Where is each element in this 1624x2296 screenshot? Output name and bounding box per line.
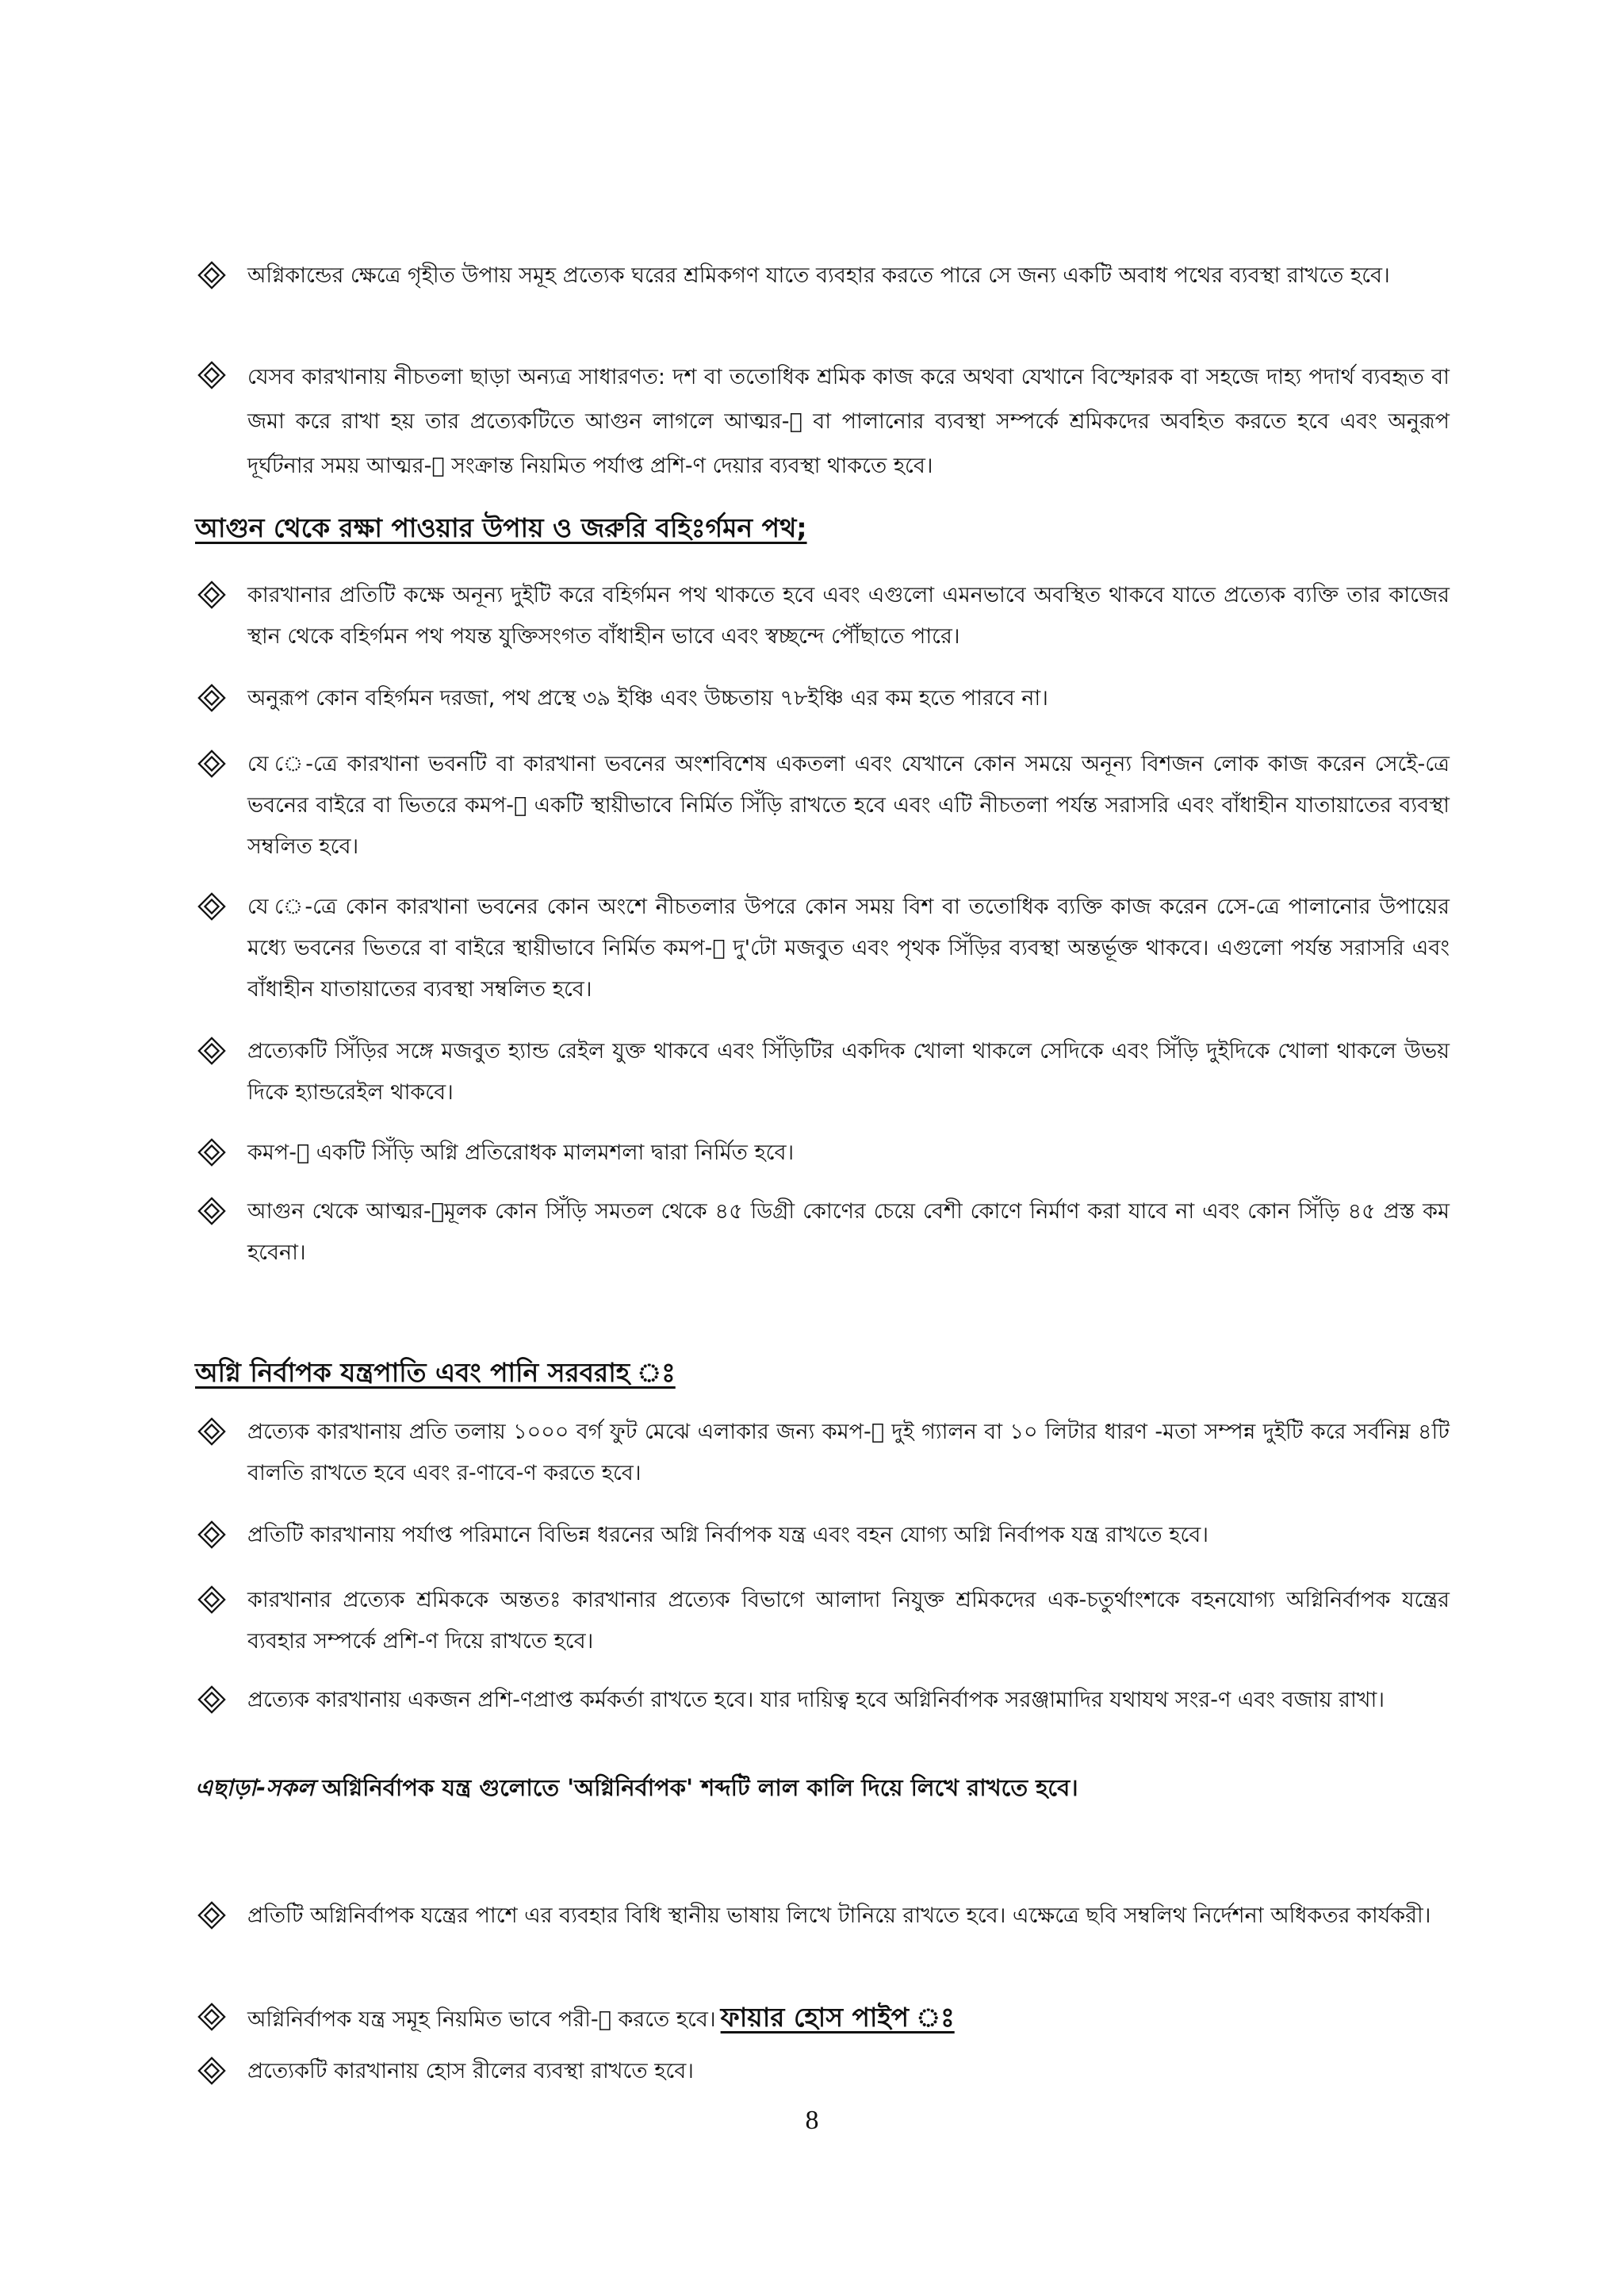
list-item-text: প্রত্যেক কারখানায় একজন প্রশি‑ণপ্রাপ্ত কর্মকর্তা রাখতে হবে। যার দায়িত্ব হবে অগ্নিনির্বাপক সরঞ্জামাদির যথাযথ সংর‑ণ এবং বজায় রাখা। (247, 1688, 1385, 1712)
list-item-text: যে ে‑ত্রে কারখানা ভবনটি বা কারখানা ভবনের অংশবিশেষ একতলা এবং যেখানে কোন সময়ে অনূন্য বিশজন লোক কাজ করেন সেইে‑ত্রে ভবনের বাইরে বা ভিতরে কমপ‑ে একটি স্থায়ীভাবে নির্মিত সিঁড়ি রাখতে হবে এবং এটি নীচতলা পর্যন্ত সরাসরি এবং বাঁধাহীন যাতায়াতের ব্যবস্থা সম্বলিত হবে। (247, 752, 1450, 859)
list-item (197, 1412, 1450, 1494)
list-item (197, 678, 1450, 719)
list-item (197, 2051, 1450, 2092)
list-item-text: আগুন থেকে আত্মর‑ামূলক কোন সিঁড়ি সমতল থেকে ৪৫ ডিগ্রী কোণের চেয়ে বেশী কোণে নির্মাণ করা যাবে না এবং কোন সিঁড়ি ৪৫ প্রস্ত কম হবেনা। (247, 1199, 1450, 1265)
diamond-bullet-icon (197, 683, 227, 713)
list-item (197, 1031, 1450, 1114)
list-item-text: যেসব কারখানায় নীচতলা ছাড়া অন্যত্র সাধারণত: দশ বা ততোধিক শ্রমিক কাজ করে অথবা যেখানে বিস্ফোরক বা সহজে দাহ্য পদার্থ ব্যবহৃত বা জমা করে রাখা হয় তার প্রত্যেকটিতে আগুন লাগলে আত্মর‑া বা পালানোর ব্যবস্থা সম্পর্কে শ্রমিকদের অবহিত করতে হবে এবং অনুরূপ দূর্ঘটনার সময় আত্মর‑া সংক্রান্ত নিয়মিত পর্যাপ্ত প্রশি‑ণ দেয়ার ব্যবস্থা থাকতে হবে। (247, 365, 1450, 478)
list-item (197, 255, 1450, 297)
list-item-text: অগ্নিকান্ডের ক্ষেত্রে গৃহীত উপায় সমূহ প্রত্যেক ঘরের শ্রমিকগণ যাতে ব্যবহার করতে পারে সে জন্য একটি অবাধ পথের ব্যবস্থা রাখতে হবে। (247, 263, 1390, 288)
diamond-bullet-icon (197, 1196, 227, 1226)
list-item (197, 355, 1450, 489)
list-item (197, 575, 1450, 657)
list-item-text: প্রত্যেক কারখানায় প্রতি তলায় ১০০০ বর্গ ফুট মেঝে এলাকার জন্য কমপ‑ে দুই গ্যালন বা ১০ লিটার ধারণ ‑মতা সম্পন্ন দুইটি করে সর্বনিম্ন ৪টি বালতি রাখতে হবে এবং র‑ণাবে‑ণ করতে হবে। (247, 1420, 1450, 1485)
diamond-bullet-icon (197, 891, 227, 922)
list-item (197, 1680, 1450, 1721)
list-item (197, 1191, 1450, 1274)
section-heading: অগ্নি নির্বাপক যন্ত্রপাতি এবং পানি সরবরাহ ঃ (195, 1357, 676, 1388)
list-item (197, 744, 1450, 868)
diamond-bullet-icon (197, 360, 227, 390)
fire-hose-pipe-heading: ফায়ার হোস পাইপ ঃ (720, 2002, 955, 2033)
list-item-text: কারখানার প্রতিটি কক্ষে অনূন্য দুইটি করে বহির্গমন পথ থাকতে হবে এবং এগুলো এমনভাবে অবস্থিত থাকবে যাতে প্রত্যেক ব্যক্তি তার কাজের স্থান থেকে বহির্গমন পথ পযন্ত যুক্তিসংগত বাঁধাহীন ভাবে এবং স্বচ্ছন্দে পৌঁছাতে পারে। (247, 583, 1450, 649)
list-item (197, 1133, 1450, 1174)
diamond-bullet-icon (197, 1416, 227, 1447)
list-item (197, 1580, 1450, 1662)
list-item-text: কমপ‑ে একটি সিঁড়ি অগ্নি প্রতিরোধক মালমশলা দ্বারা নির্মিত হবে। (247, 1140, 795, 1165)
list-item-text (247, 1997, 1450, 2041)
red-ink-note (195, 1770, 1078, 1809)
list-item (197, 1997, 1450, 2041)
list-item-text: যে ে‑ত্রে কোন কারখানা ভবনের কোন অংশে নীচতলার উপরে কোন সময় বিশ বা ততোধিক ব্যক্তি কাজ করেন সেে‑ত্রে পালানোর উপায়ের মধ্যে ভবনের ভিতরে বা বাইরে স্থায়ীভাবে নির্মিত কমপ‑ে দু'টো মজবুত এবং পৃথক সিঁড়ির ব্যবস্থা অন্তর্ভূক্ত থাকবে। এগুলো পর্যন্ত সরাসরি এবং বাঁধাহীন যাতায়াতের ব্যবস্থা সম্বলিত হবে। (247, 895, 1450, 1002)
diamond-bullet-icon (197, 1036, 227, 1066)
list-item (197, 1515, 1450, 1556)
diamond-bullet-icon (197, 2002, 227, 2032)
list-item-text: কারখানার প্রত্যেক শ্রমিককে অন্ততঃ কারখানার প্রত্যেক বিভাগে আলাদা নিযুক্ত শ্রমিকদের এক-চতুর্থাংশকে বহনযোগ্য অগ্নিনির্বাপক যন্ত্রের ব্যবহার সম্পর্কে প্রশি‑ণ দিয়ে রাখতে হবে। (247, 1588, 1450, 1654)
list-item-text: প্রত্যেকটি কারখানায় হোস রীলের ব্যবস্থা রাখতে হবে। (247, 2059, 694, 2083)
diamond-bullet-icon (197, 1900, 227, 1930)
list-item-sentence: অগ্নিনির্বাপক যন্ত্র সমূহ নিয়মিত ভাবে পরী‑া করতে হবে। (247, 2007, 716, 2032)
note-text: অগ্নিনির্বাপক যন্ত্র গুলোতে 'অগ্নিনির্বাপক' শব্দটি লাল কালি দিয়ে লিখে রাখতে হবে। (314, 1774, 1078, 1801)
list-item (197, 1895, 1450, 1937)
list-item (197, 887, 1450, 1010)
note-italic-prefix: এছাড়া-সকল (195, 1774, 315, 1801)
diamond-bullet-icon (197, 1520, 227, 1550)
diamond-bullet-icon (197, 580, 227, 610)
list-item-text: প্রতিটি কারখানায় পর্যাপ্ত পরিমানে বিভিন্ন ধরনের অগ্নি নির্বাপক যন্ত্র এবং বহন যোগ্য অগ্নি নির্বাপক যন্ত্র রাখতে হবে। (247, 1523, 1208, 1547)
diamond-bullet-icon (197, 260, 227, 290)
page-number: 8 (805, 2106, 819, 2135)
list-item-text: অনুরূপ কোন বহির্গমন দরজা, পথ প্রস্থে ৩৯ ইঞ্চি এবং উচ্চতায় ৭৮ইঞ্চি এর কম হতে পারবে না। (247, 686, 1048, 711)
diamond-bullet-icon (197, 2056, 227, 2086)
list-item-text: প্রতিটি অগ্নিনির্বাপক যন্ত্রের পাশে এর ব্যবহার বিধি স্থানীয় ভাষায় লিখে টানিয়ে রাখতে হবে। এক্ষেত্রে ছবি সম্বলিথ নির্দেশনা অধিকতর কার্যকরী। (247, 1903, 1431, 1928)
list-item-text: প্রত্যেকটি সিঁড়ির সঙ্গে মজবুত হ্যান্ড রেইল যুক্ত থাকবে এবং সিঁড়িটির একদিক খোলা থাকলে সেদিকে এবং সিঁড়ি দুইদিকে খোলা থাকলে উভয় দিকে হ্যান্ডরেইল থাকবে। (247, 1039, 1450, 1105)
diamond-bullet-icon (197, 1585, 227, 1615)
section-heading: আগুন থেকে রক্ষা পাওয়ার উপায় ও জরুরি বহিঃর্গমন পথ; (195, 512, 807, 543)
diamond-bullet-icon (197, 749, 227, 779)
diamond-bullet-icon (197, 1137, 227, 1167)
diamond-bullet-icon (197, 1685, 227, 1715)
